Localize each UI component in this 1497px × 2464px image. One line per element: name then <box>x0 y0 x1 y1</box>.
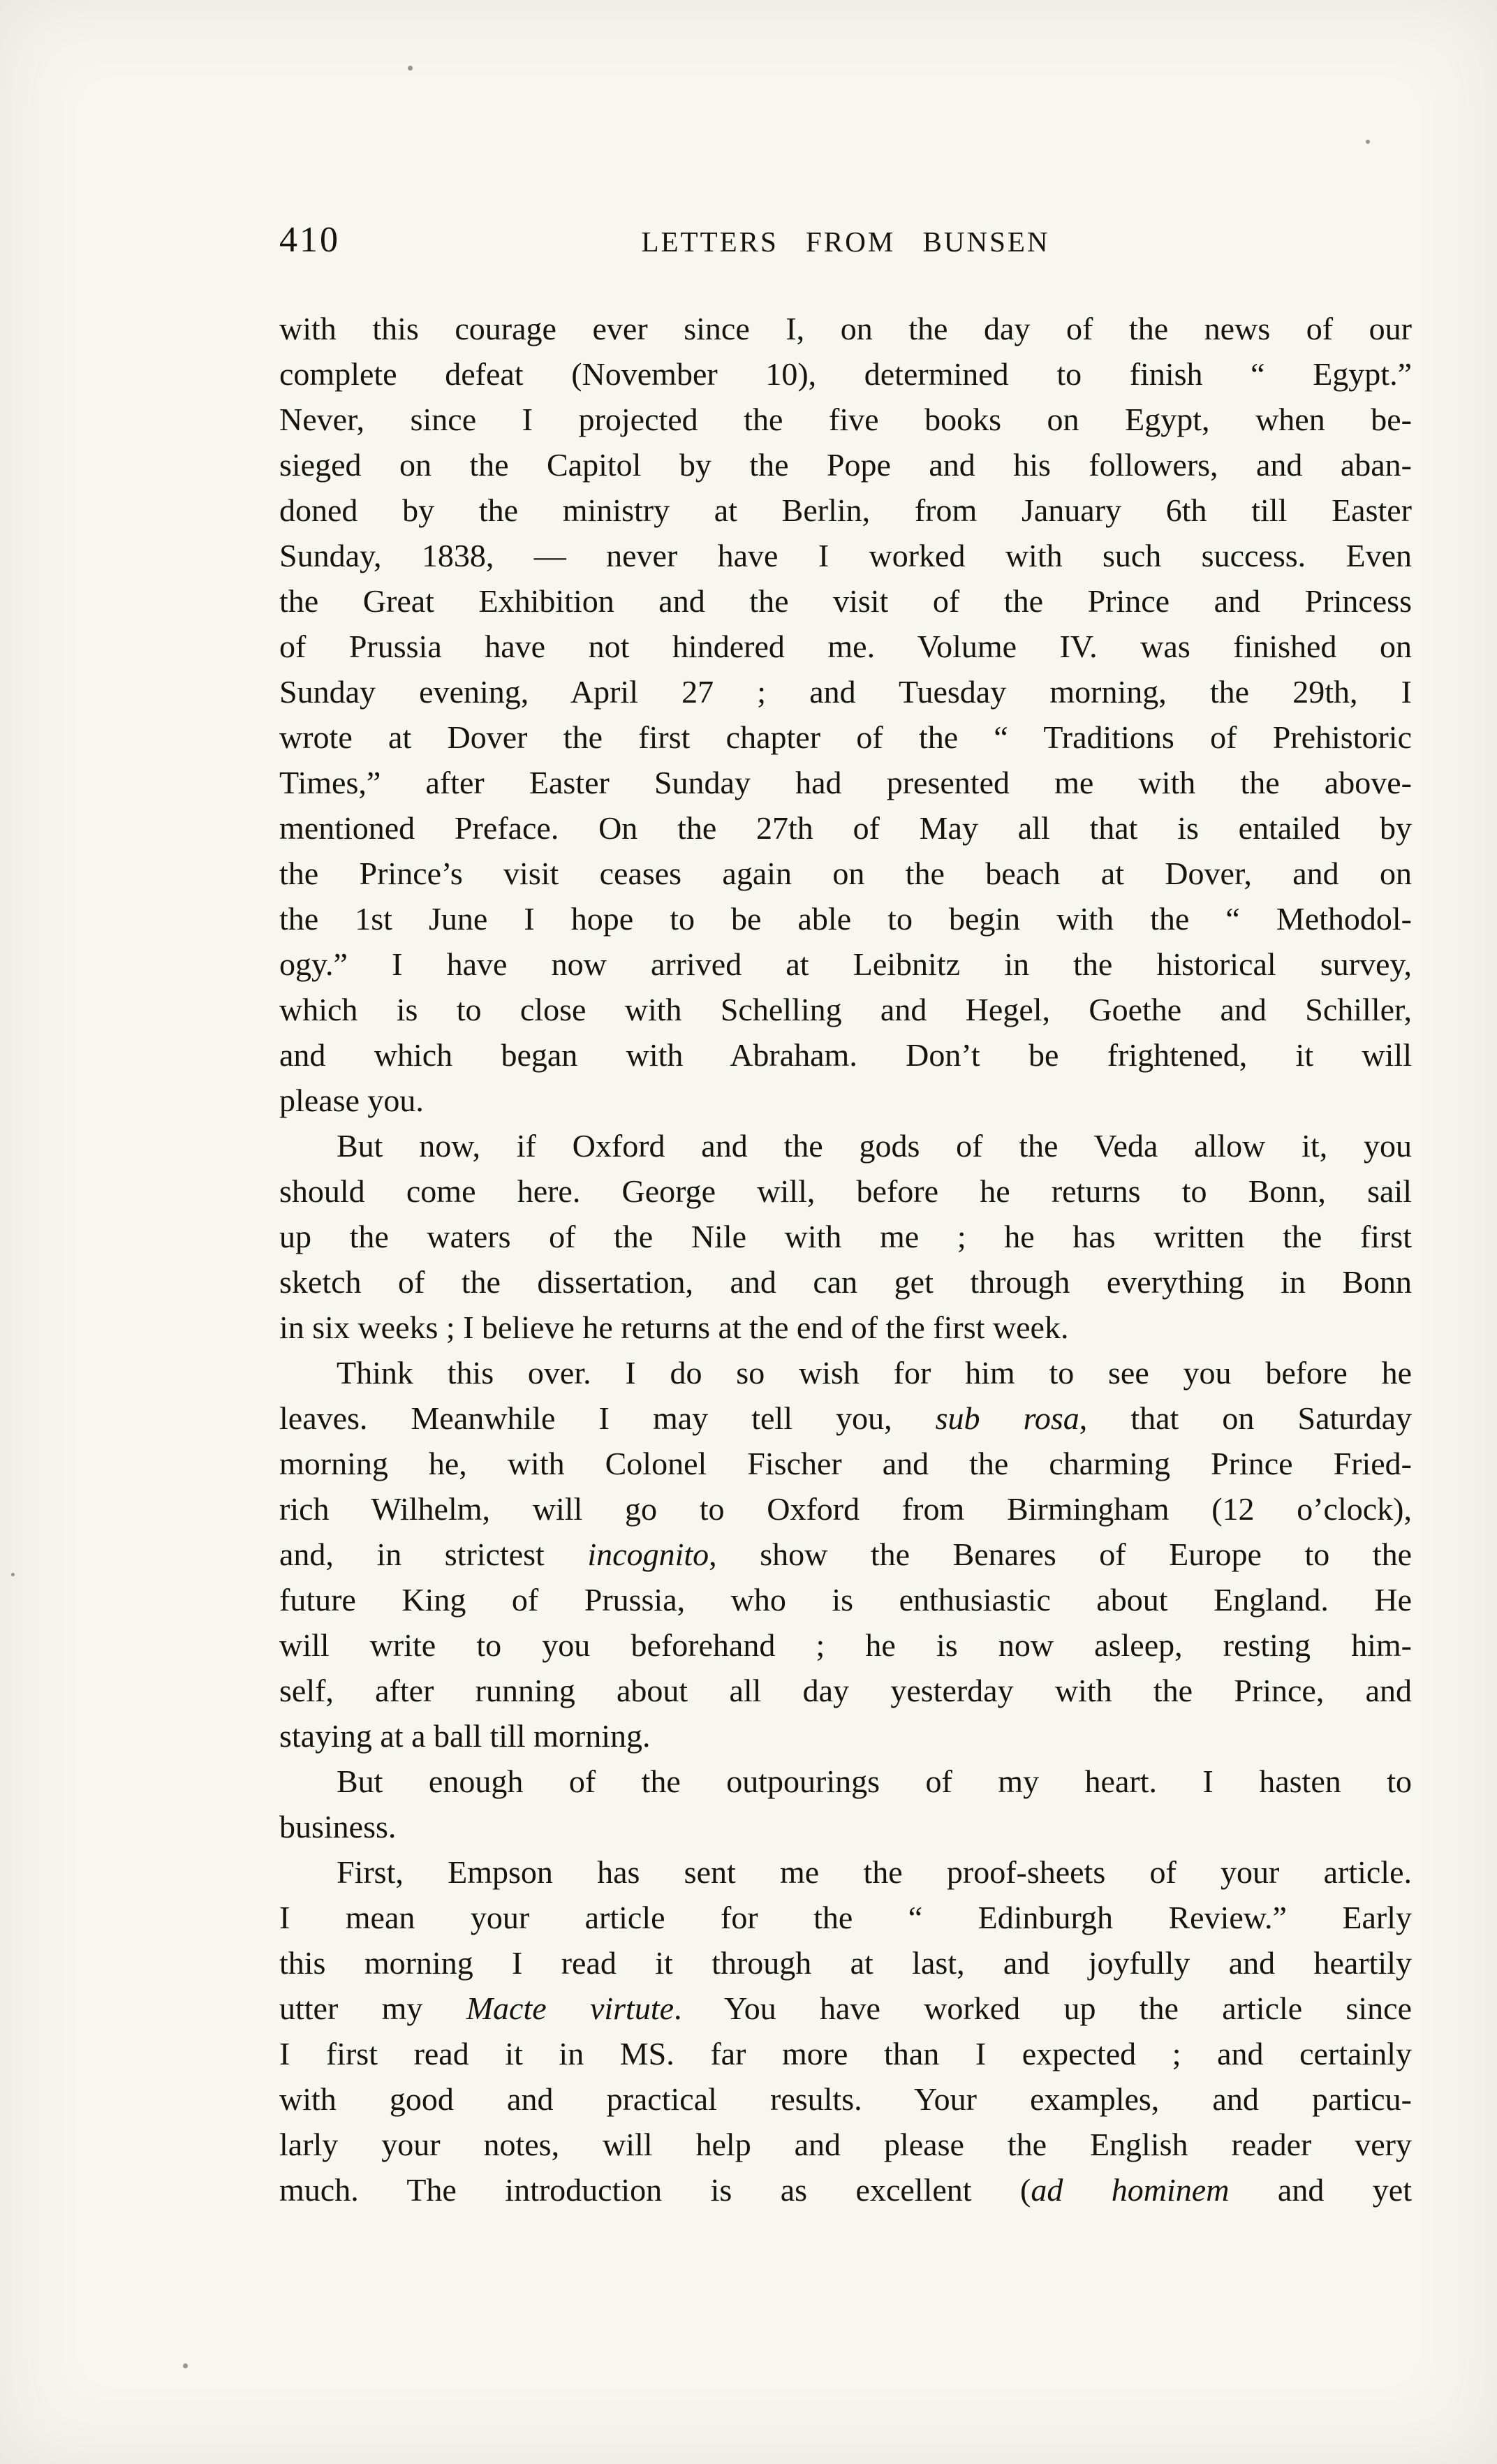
text-line <box>279 1259 1412 1305</box>
text-line <box>279 1804 1412 1849</box>
text-run: I mean your article for the “ Edinburgh Review.” Early <box>279 1900 1412 1935</box>
text-line <box>279 1577 1412 1622</box>
text-run: larly your notes, will help and please the English reader very <box>279 2127 1412 2162</box>
text-line <box>279 1532 1412 1577</box>
text-line <box>279 1940 1412 1986</box>
paragraph <box>279 306 1412 1123</box>
paragraph <box>279 1123 1412 1350</box>
text-run: sieged on the Capitol by the Pope and his followers, and aban- <box>279 447 1412 483</box>
text-run: , show the Benares of Europe to the <box>709 1537 1412 1572</box>
text-line <box>279 1441 1412 1486</box>
text-line <box>279 1849 1412 1895</box>
text-run: ogy.” I have now arrived at Leibnitz in the historical survey, <box>279 946 1412 982</box>
text-run: and yet <box>1229 2172 1412 2208</box>
text-line <box>279 1395 1412 1441</box>
text-run: doned by the ministry at Berlin, from January 6th till Easter <box>279 492 1412 528</box>
text-line <box>279 1622 1412 1668</box>
text-line <box>279 1078 1412 1123</box>
text-run: But now, if Oxford and the gods of the Veda allow it, you <box>337 1128 1412 1164</box>
text-run: sketch of the dissertation, and can get through everything in Bonn <box>279 1264 1412 1300</box>
page-header <box>279 222 1412 272</box>
text-line <box>279 1305 1412 1350</box>
text-line <box>279 1168 1412 1214</box>
scan-speck <box>11 1573 15 1576</box>
running-title: LETTERS FROM BUNSEN <box>641 226 1050 258</box>
text-run: of Prussia have not hindered me. Volume IV. was finished on <box>279 629 1412 664</box>
text-line <box>279 533 1412 578</box>
text-run: morning he, with Colonel Fischer and the charming Prince Fried- <box>279 1446 1412 1481</box>
text-run: self, after running about all day yesterday with the Prince, and <box>279 1673 1412 1708</box>
page-number: 410 <box>279 220 340 260</box>
text-run: much. The introduction is as excellent ( <box>279 2172 1031 2208</box>
text-run: which is to close with Schelling and Hegel, Goethe and Schiller, <box>279 992 1412 1027</box>
text-line <box>279 1486 1412 1532</box>
text-line <box>279 851 1412 896</box>
text-run: will write to you beforehand ; he is now asleep, resting him- <box>279 1627 1412 1663</box>
text-line <box>279 351 1412 397</box>
text-run: wrote at Dover the first chapter of the “ Traditions of Prehistoric <box>279 719 1412 755</box>
text-run: mentioned Preface. On the 27th of May all that is entailed by <box>279 810 1412 846</box>
paragraph <box>279 1350 1412 1759</box>
text-run: staying at a ball till morning. <box>279 1718 651 1754</box>
text-run: the Great Exhibition and the visit of the Prince and Princess <box>279 583 1412 619</box>
text-line <box>279 1668 1412 1713</box>
text-line <box>279 1214 1412 1259</box>
text-run: with good and practical results. Your examples, and particu- <box>279 2081 1412 2117</box>
text-run: the Prince’s visit ceases again on the beach at Dover, and on <box>279 856 1412 891</box>
text-line <box>279 397 1412 442</box>
text-line <box>279 1759 1412 1804</box>
text-run: this morning I read it through at last, and joyfully and heartily <box>279 1945 1412 1981</box>
italic-text: incognito <box>587 1537 709 1572</box>
text-line <box>279 1350 1412 1395</box>
text-line <box>279 714 1412 760</box>
text-run: Think this over. I do so wish for him to see you before he <box>337 1355 1412 1391</box>
text-run: leaves. Meanwhile I may tell you, <box>279 1400 936 1436</box>
italic-text: sub rosa <box>935 1400 1079 1436</box>
text-run: , that on Saturday <box>1079 1400 1413 1436</box>
text-run: Times,” after Easter Sunday had presented me with the above- <box>279 765 1412 800</box>
text-run: up the waters of the Nile with me ; he has written the first <box>279 1219 1412 1254</box>
scan-speck <box>408 66 413 71</box>
text-run: I first read it in MS. far more than I expected ; and certainly <box>279 2036 1412 2071</box>
text-run: with this courage ever since I, on the day of the news of our <box>279 311 1412 346</box>
italic-text: ad hominem <box>1031 2172 1230 2208</box>
text-line <box>279 987 1412 1032</box>
text-line <box>279 624 1412 669</box>
text-run: Never, since I projected the five books on Egypt, when be- <box>279 402 1412 437</box>
text-line <box>279 1123 1412 1168</box>
text-line <box>279 1986 1412 2031</box>
text-run: Sunday, 1838, — never have I worked with such success. Even <box>279 538 1412 573</box>
text-run: the 1st June I hope to be able to begin with the “ Methodol- <box>279 901 1412 937</box>
text-run: future King of Prussia, who is enthusiastic about England. He <box>279 1582 1412 1618</box>
text-line <box>279 1032 1412 1078</box>
paragraph <box>279 1759 1412 1849</box>
text-run: should come here. George will, before he returns to Bonn, sail <box>279 1173 1412 1209</box>
text-line <box>279 2167 1412 2213</box>
italic-text: Macte virtute <box>466 1990 674 2026</box>
text-line <box>279 2122 1412 2167</box>
scan-speck <box>183 2363 188 2368</box>
text-line <box>279 896 1412 941</box>
text-line <box>279 760 1412 805</box>
text-line <box>279 2076 1412 2122</box>
text-run: complete defeat (November 10), determined to finish “ Egypt.” <box>279 356 1412 392</box>
text-line <box>279 442 1412 487</box>
text-line <box>279 306 1412 351</box>
text-line <box>279 941 1412 987</box>
text-run: in six weeks ; I believe he returns at the end of the first week. <box>279 1310 1069 1345</box>
text-line <box>279 487 1412 533</box>
text-run: and which began with Abraham. Don’t be frightened, it will <box>279 1037 1412 1073</box>
text-line <box>279 578 1412 624</box>
text-run: . You have worked up the article since <box>674 1990 1413 2026</box>
text-run: Sunday evening, April 27 ; and Tuesday morning, the 29th, I <box>279 674 1412 710</box>
text-run: But enough of the outpourings of my heart. I hasten to <box>337 1763 1412 1799</box>
text-line <box>279 1895 1412 1940</box>
text-line <box>279 669 1412 714</box>
text-run: please you. <box>279 1083 424 1118</box>
text-run: rich Wilhelm, will go to Oxford from Birmingham (12 o’clock), <box>279 1491 1412 1527</box>
page-body <box>279 306 1412 2213</box>
text-line <box>279 2031 1412 2076</box>
text-run: business. <box>279 1809 397 1845</box>
scan-speck <box>1366 140 1370 144</box>
text-run: First, Empson has sent me the proof-sheets of your article. <box>337 1854 1412 1890</box>
paragraph <box>279 1849 1412 2213</box>
text-line <box>279 1713 1412 1759</box>
text-run: utter my <box>279 1990 466 2026</box>
text-line <box>279 805 1412 851</box>
text-run: and, in strictest <box>279 1537 588 1572</box>
